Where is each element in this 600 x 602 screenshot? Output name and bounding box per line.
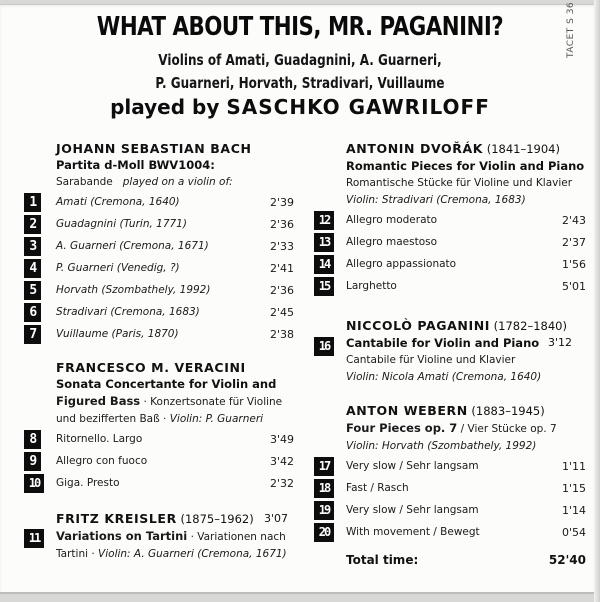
track-row[interactable] bbox=[24, 235, 294, 257]
track-row[interactable] bbox=[314, 275, 586, 297]
bach-section bbox=[24, 140, 294, 191]
composer-kreisler: FRITZ KREISLER bbox=[56, 511, 177, 526]
work-variations-line2 bbox=[56, 546, 294, 563]
track-number: 20 bbox=[314, 523, 334, 542]
work-variations: Variations on Tartini bbox=[56, 529, 188, 543]
composer-dvorak: ANTONIN DVOŘÁK bbox=[346, 141, 484, 156]
track-title: With movement / Bewegt bbox=[346, 526, 480, 538]
track-duration: 2'38 bbox=[269, 327, 294, 341]
track-duration: 1'14 bbox=[561, 503, 586, 517]
track-number: 3 bbox=[24, 237, 41, 256]
track-number: 13 bbox=[314, 233, 334, 252]
catalog-number: TACET S 36 bbox=[566, 1, 576, 58]
veracini-section bbox=[24, 359, 294, 428]
subtitle-line-1: Violins of Amati, Guadagnini, A. Guarneri, bbox=[158, 51, 442, 69]
track-title: Amati (Cremona, 1640) bbox=[56, 196, 180, 208]
track-row[interactable] bbox=[24, 301, 294, 323]
work-cantabile: Cantabile for Violin and Piano bbox=[346, 336, 540, 350]
track-row[interactable] bbox=[24, 472, 294, 494]
work-variations-de: · Variationen nach bbox=[187, 531, 286, 543]
violin-note: Violin: A. Guarneri (Cremona, 1671) bbox=[98, 548, 287, 560]
track-title: Allegro maestoso bbox=[346, 236, 438, 248]
track-duration: 2'37 bbox=[561, 235, 586, 249]
composer-dates: (1875–1962) bbox=[176, 512, 254, 526]
dvorak-section bbox=[314, 140, 586, 209]
track-title: Very slow / Sehr langsam bbox=[346, 504, 479, 516]
track-row[interactable] bbox=[314, 455, 586, 477]
track-number[interactable]: 16 bbox=[314, 337, 334, 356]
track-duration: 2'43 bbox=[561, 213, 586, 227]
track-number: 10 bbox=[24, 474, 44, 493]
track-title: Larghetto bbox=[346, 280, 397, 292]
track-title: A. Guarneri (Cremona, 1671) bbox=[56, 240, 209, 252]
composer-paganini-line bbox=[346, 317, 586, 335]
total-time-value: 52'40 bbox=[548, 553, 586, 567]
violin-note: Violin: Horvath (Szombathely, 1992) bbox=[346, 440, 537, 452]
spacer bbox=[314, 386, 586, 402]
track-title: Allegro moderato bbox=[346, 214, 438, 226]
track-title: Very slow / Sehr langsam bbox=[346, 460, 479, 472]
track-row[interactable] bbox=[314, 209, 586, 231]
track-row[interactable] bbox=[24, 279, 294, 301]
work-romantic-pieces: Romantic Pieces for Violin and Piano bbox=[346, 159, 585, 173]
bach-track-list bbox=[24, 191, 294, 345]
subtitle-line-2: P. Guarneri, Horvath, Stradivari, Vuillaume bbox=[155, 74, 445, 92]
work-sonata-line3 bbox=[56, 411, 294, 428]
track-title: Ritornello. Largo bbox=[56, 433, 143, 445]
performer-prefix: played by bbox=[110, 95, 220, 119]
track-duration: 5'01 bbox=[561, 279, 586, 293]
movement-name: Sarabande bbox=[56, 176, 113, 188]
spacer bbox=[24, 345, 294, 359]
work-romantic-pieces-de: Romantische Stücke für Violine und Klavier bbox=[346, 177, 573, 189]
work-four-pieces-de: / Vier Stücke op. 7 bbox=[457, 423, 557, 435]
composer-webern-line bbox=[346, 402, 586, 420]
work-sonata-line1: Sonata Concertante for Violin and bbox=[56, 377, 277, 391]
track-number: 12 bbox=[314, 211, 334, 230]
track-title: Stradivari (Cremona, 1683) bbox=[56, 306, 200, 318]
webern-track-list bbox=[314, 455, 586, 543]
track-duration: 2'45 bbox=[269, 305, 294, 319]
composer-dates: (1883–1945) bbox=[467, 404, 545, 418]
spacer bbox=[314, 297, 586, 317]
track-row[interactable] bbox=[24, 428, 294, 450]
track-duration: 3'07 bbox=[263, 512, 288, 525]
work-variations-de-cont: Tartini · bbox=[56, 548, 99, 560]
work-sonata-de: · Konzertsonate für Violine bbox=[140, 396, 283, 408]
composer-kreisler-line bbox=[56, 510, 294, 528]
work-four-pieces-line bbox=[346, 420, 586, 438]
track-number: 7 bbox=[24, 325, 41, 344]
track-number: 14 bbox=[314, 255, 334, 274]
track-duration: 1'15 bbox=[561, 481, 586, 495]
performer-name: SASCHKO GAWRILOFF bbox=[226, 95, 490, 119]
work-cantabile-de: Cantabile für Violine und Klavier bbox=[346, 354, 516, 366]
track-row[interactable] bbox=[314, 231, 586, 253]
track-row[interactable] bbox=[314, 253, 586, 275]
work-sonata-de-cont: und bezifferten Baß · bbox=[56, 413, 170, 425]
work-sonata-bold: Figured Bass bbox=[56, 394, 141, 408]
track-title: P. Guarneri (Venedig, ?) bbox=[56, 262, 180, 274]
composer-paganini: NICCOLÒ PAGANINI bbox=[346, 318, 491, 333]
cover-edge bbox=[594, 0, 600, 602]
track-row[interactable] bbox=[24, 213, 294, 235]
violin-note: Violin: Stradivari (Cremona, 1683) bbox=[346, 194, 526, 206]
track-title: Fast / Rasch bbox=[346, 482, 409, 494]
kreisler-section bbox=[24, 510, 294, 563]
track-number: 4 bbox=[24, 259, 41, 278]
movement-note: played on a violin of: bbox=[122, 176, 233, 188]
spacer bbox=[24, 494, 294, 510]
left-column bbox=[24, 140, 294, 563]
work-four-pieces: Four Pieces op. 7 bbox=[346, 421, 458, 435]
track-title: Horvath (Szombathely, 1992) bbox=[56, 284, 211, 296]
track-number: 18 bbox=[314, 479, 334, 498]
track-duration: 2'33 bbox=[269, 239, 294, 253]
work-variations-line1 bbox=[56, 528, 294, 546]
track-number: 15 bbox=[314, 277, 334, 296]
composer-dates: (1782–1840) bbox=[490, 319, 567, 333]
track-duration: 2'32 bbox=[269, 476, 294, 490]
track-row[interactable] bbox=[314, 521, 586, 543]
track-duration: 2'39 bbox=[269, 195, 294, 209]
track-number: 8 bbox=[24, 430, 41, 449]
composer-veracini: FRANCESCO M. VERACINI bbox=[56, 360, 246, 375]
track-title: Allegro appassionato bbox=[346, 258, 457, 270]
right-column bbox=[314, 140, 586, 571]
total-time-label: Total time: bbox=[346, 553, 419, 567]
track-duration: 0'54 bbox=[561, 525, 586, 539]
composer-dates: (1841–1904) bbox=[483, 142, 560, 156]
violin-note: Violin: P. Guarneri bbox=[169, 413, 264, 425]
track-duration: 1'11 bbox=[561, 459, 586, 473]
track-duration: 2'36 bbox=[269, 217, 294, 231]
webern-section bbox=[314, 402, 586, 455]
performer-line bbox=[0, 95, 600, 119]
veracini-track-list bbox=[24, 428, 294, 494]
track-title: Vuillaume (Paris, 1870) bbox=[56, 328, 179, 340]
track-row[interactable] bbox=[24, 323, 294, 345]
track-title: Guadagnini (Turin, 1771) bbox=[56, 218, 187, 230]
track-number: 9 bbox=[24, 452, 41, 471]
work-sonata-line2 bbox=[56, 393, 294, 411]
track-number: 5 bbox=[24, 281, 41, 300]
track-title: Allegro con fuoco bbox=[56, 455, 148, 467]
album-title: WHAT ABOUT THIS, MR. PAGANINI? bbox=[96, 12, 504, 42]
dvorak-track-list bbox=[314, 209, 586, 297]
track-number: 19 bbox=[314, 501, 334, 520]
total-time-row bbox=[314, 549, 586, 571]
track-number: 17 bbox=[314, 457, 334, 476]
track-number: 1 bbox=[24, 193, 41, 212]
composer-bach: JOHANN SEBASTIAN BACH bbox=[56, 141, 252, 156]
composer-dvorak-line bbox=[346, 140, 586, 158]
work-partita: Partita d-Moll BWV1004: bbox=[56, 158, 215, 172]
track-number[interactable]: 11 bbox=[24, 529, 44, 548]
track-row[interactable] bbox=[314, 499, 586, 521]
track-row[interactable] bbox=[314, 477, 586, 499]
track-duration: 1'56 bbox=[561, 257, 586, 271]
track-number: 2 bbox=[24, 215, 41, 234]
track-number: 6 bbox=[24, 303, 41, 322]
paganini-section bbox=[314, 317, 586, 386]
track-row[interactable] bbox=[24, 191, 294, 213]
composer-webern: ANTON WEBERN bbox=[346, 403, 468, 418]
track-duration: 2'36 bbox=[269, 283, 294, 297]
track-duration: 3'49 bbox=[269, 432, 294, 446]
track-duration: 3'12 bbox=[547, 336, 572, 349]
track-duration: 3'42 bbox=[269, 454, 294, 468]
track-row[interactable] bbox=[24, 450, 294, 472]
track-row[interactable] bbox=[24, 257, 294, 279]
track-title: Giga. Presto bbox=[56, 477, 120, 489]
violin-note: Violin: Nicola Amati (Cremona, 1640) bbox=[346, 371, 542, 383]
bach-movement-line bbox=[56, 174, 294, 191]
track-duration: 2'41 bbox=[269, 261, 294, 275]
